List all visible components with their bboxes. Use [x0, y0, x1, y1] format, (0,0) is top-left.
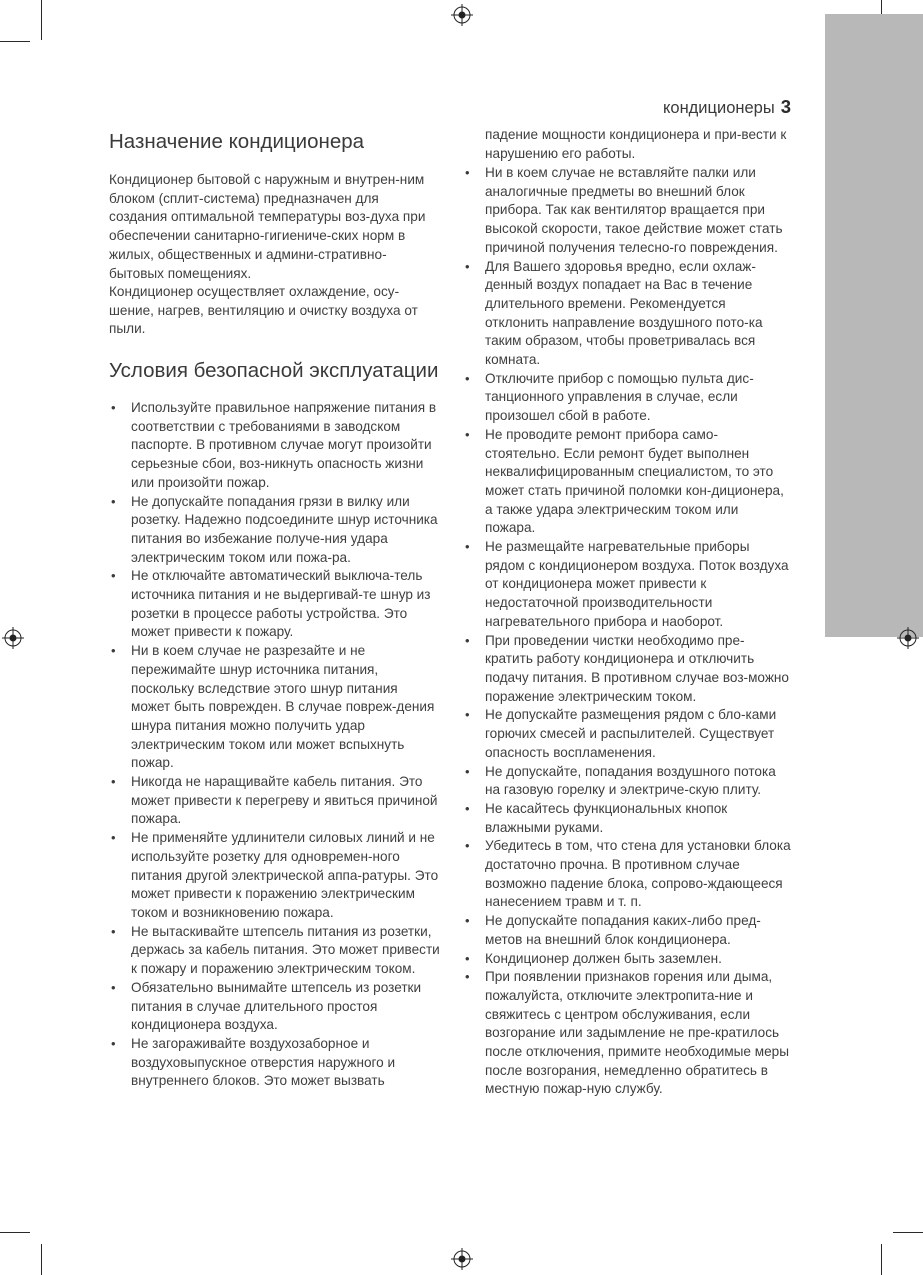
- list-item: • Не допускайте, попадания воздушного потока на газовую горелку и электриче-скую плиту.: [463, 763, 792, 800]
- list-item: • Отключите прибор с помощью пульта дис-танционного управления в случае, если произошел сбой в работе.: [463, 370, 792, 426]
- crop-mark-top-left-horizontal: [0, 41, 30, 42]
- crop-mark-bottom-left-horizontal: [0, 1232, 30, 1233]
- list-item: • Не применяйте удлинители силовых линий и не используйте розетку для одновремен-ного питания другой электрической аппа-ратуры. Это может привести к поражению электрическим током и возникновению пожара.: [109, 829, 440, 923]
- section-title: кондиционеры: [662, 99, 775, 117]
- list-item: • Не размещайте нагревательные приборы рядом с кондиционером воздуха. Поток воздуха от кондиционера может привести к недостаточной производительности нагревательного прибора и наоборот.: [463, 538, 792, 632]
- heading-safety: Условия безопасной эксплуатации: [109, 359, 439, 382]
- list-item: • Кондиционер должен быть заземлен.: [463, 950, 792, 969]
- list-item: • Не вытаскивайте штепсель питания из розетки, держась за кабель питания. Это может привести к пожару и поражению электрическим током.: [109, 923, 440, 979]
- continuation-text: падение мощности кондиционера и при-вести к нарушению его работы.: [485, 127, 787, 161]
- intro-paragraph-1: Кондиционер бытовой с наружным и внутрен-ним блоком (сплит-система) предназначен для создания оптимальной температуры воз-духа при обеспечении санитарно-гигиениче-ских норм в жилых, общественных и админи-стративно-бытовых помещениях.: [109, 172, 426, 281]
- list-item: • Обязательно вынимайте штепсель из розетки питания в случае длительного простоя кондиционера воздуха.: [109, 979, 440, 1035]
- intro-paragraph-2: Кондиционер осуществляет охлаждение, осу-шение, нагрев, вентиляцию и очистку воздуха от пыли.: [109, 284, 418, 337]
- list-item: • Не касайтесь функциональных кнопок влажными руками.: [463, 800, 792, 837]
- list-item: • Никогда не наращивайте кабель питания. Это может привести к перегреву и явиться причиной пожара.: [109, 773, 440, 829]
- list-item: • Ни в коем случае не вставляйте палки или аналогичные предметы во внешний блок прибора. Так как вентилятор вращается при высокой скорости, такое действие может стать причиной получения телесно-го повреждения.: [463, 164, 792, 258]
- crosshair-circle-icon: [897, 627, 919, 649]
- list-item: • Не загораживайте воздухозаборное и воздуховыпускное отверстия наружного и внутреннего блоков. Это может вызвать: [109, 1035, 440, 1091]
- crosshair-circle-icon: [451, 1248, 473, 1270]
- list-item: • Для Вашего здоровья вредно, если охлаж-денный воздух попадает на Вас в течение длительного времени. Рекомендуется отклонить направление воздушного пото-ка таким образом, чтобы проветривалась вся комната.: [463, 258, 792, 370]
- crosshair-circle-icon: [2, 627, 24, 649]
- crosshair-circle-icon: [451, 4, 473, 26]
- list-item: • Не допускайте размещения рядом с бло-ками горючих смесей и распылителей. Существует опасность воспламенения.: [463, 706, 792, 762]
- section-side-tab: [825, 14, 923, 637]
- crop-mark-bottom-right-vertical: [881, 1244, 882, 1275]
- list-item: • Убедитесь в том, что стена для установки блока достаточно прочна. В противном случае возможно падение блока, сопрово-ждающееся нанесением травм и т. п.: [463, 837, 792, 912]
- list-item: • Не допускайте попадания каких-либо пред-метов на внешний блок кондиционера.: [463, 912, 792, 949]
- list-item: • При проведении чистки необходимо пре-кратить работу кондиционера и отключить подачу питания. В противном случае воз-можно поражение электрическим током.: [463, 632, 792, 707]
- list-item: • Ни в коем случае не разрезайте и не пережимайте шнур источника питания, поскольку вследствие этого шнур питания может быть поврежден. В случае повреж-дения шнура питания можно получить удар электрическим током или может вспыхнуть пожар.: [109, 642, 440, 773]
- list-item: • Не допускайте попадания грязи в вилку или розетку. Надежно подсоедините шнур источника питания во избежание получе-ния удара электрическим током или пожа-ра.: [109, 493, 440, 568]
- list-item: • Используйте правильное напряжение питания в соответствии с требованиями в заводском паспорте. В противном случае могут произойти серьезные сбои, воз-никнуть опасность жизни или произойти пожар.: [109, 399, 440, 493]
- safety-list-left: [109, 399, 440, 1091]
- list-item: • Не проводите ремонт прибора само-стоятельно. Если ремонт будет выполнен неквалифицированным специалистом, то это может стать причиной поломки кон-диционера, а также удара электрическим током или пожара.: [463, 426, 792, 538]
- crop-mark-bottom-left-vertical: [41, 1244, 42, 1275]
- crop-mark-top-left-vertical: [41, 0, 42, 40]
- running-header: [663, 96, 791, 118]
- heading-purpose: Назначение кондиционера: [109, 130, 365, 153]
- safety-list-right: [463, 164, 792, 1099]
- list-item: • Не отключайте автоматический выключа-тель источника питания и не выдергивай-те шнур из розетки в процессе работы устройства. Это может привести к пожару.: [109, 567, 440, 642]
- list-item: • При появлении признаков горения или дыма, пожалуйста, отключите электропита-ние и свяжитесь с центром обслуживания, если возгорание или задымление не пре-кратилось после отключения, примите необходимые меры после возгорания, немедленно обратитесь в местную пожар-ную службу.: [463, 968, 792, 1099]
- page-number: 3: [780, 96, 791, 117]
- crop-mark-bottom-right-horizontal: [893, 1232, 923, 1233]
